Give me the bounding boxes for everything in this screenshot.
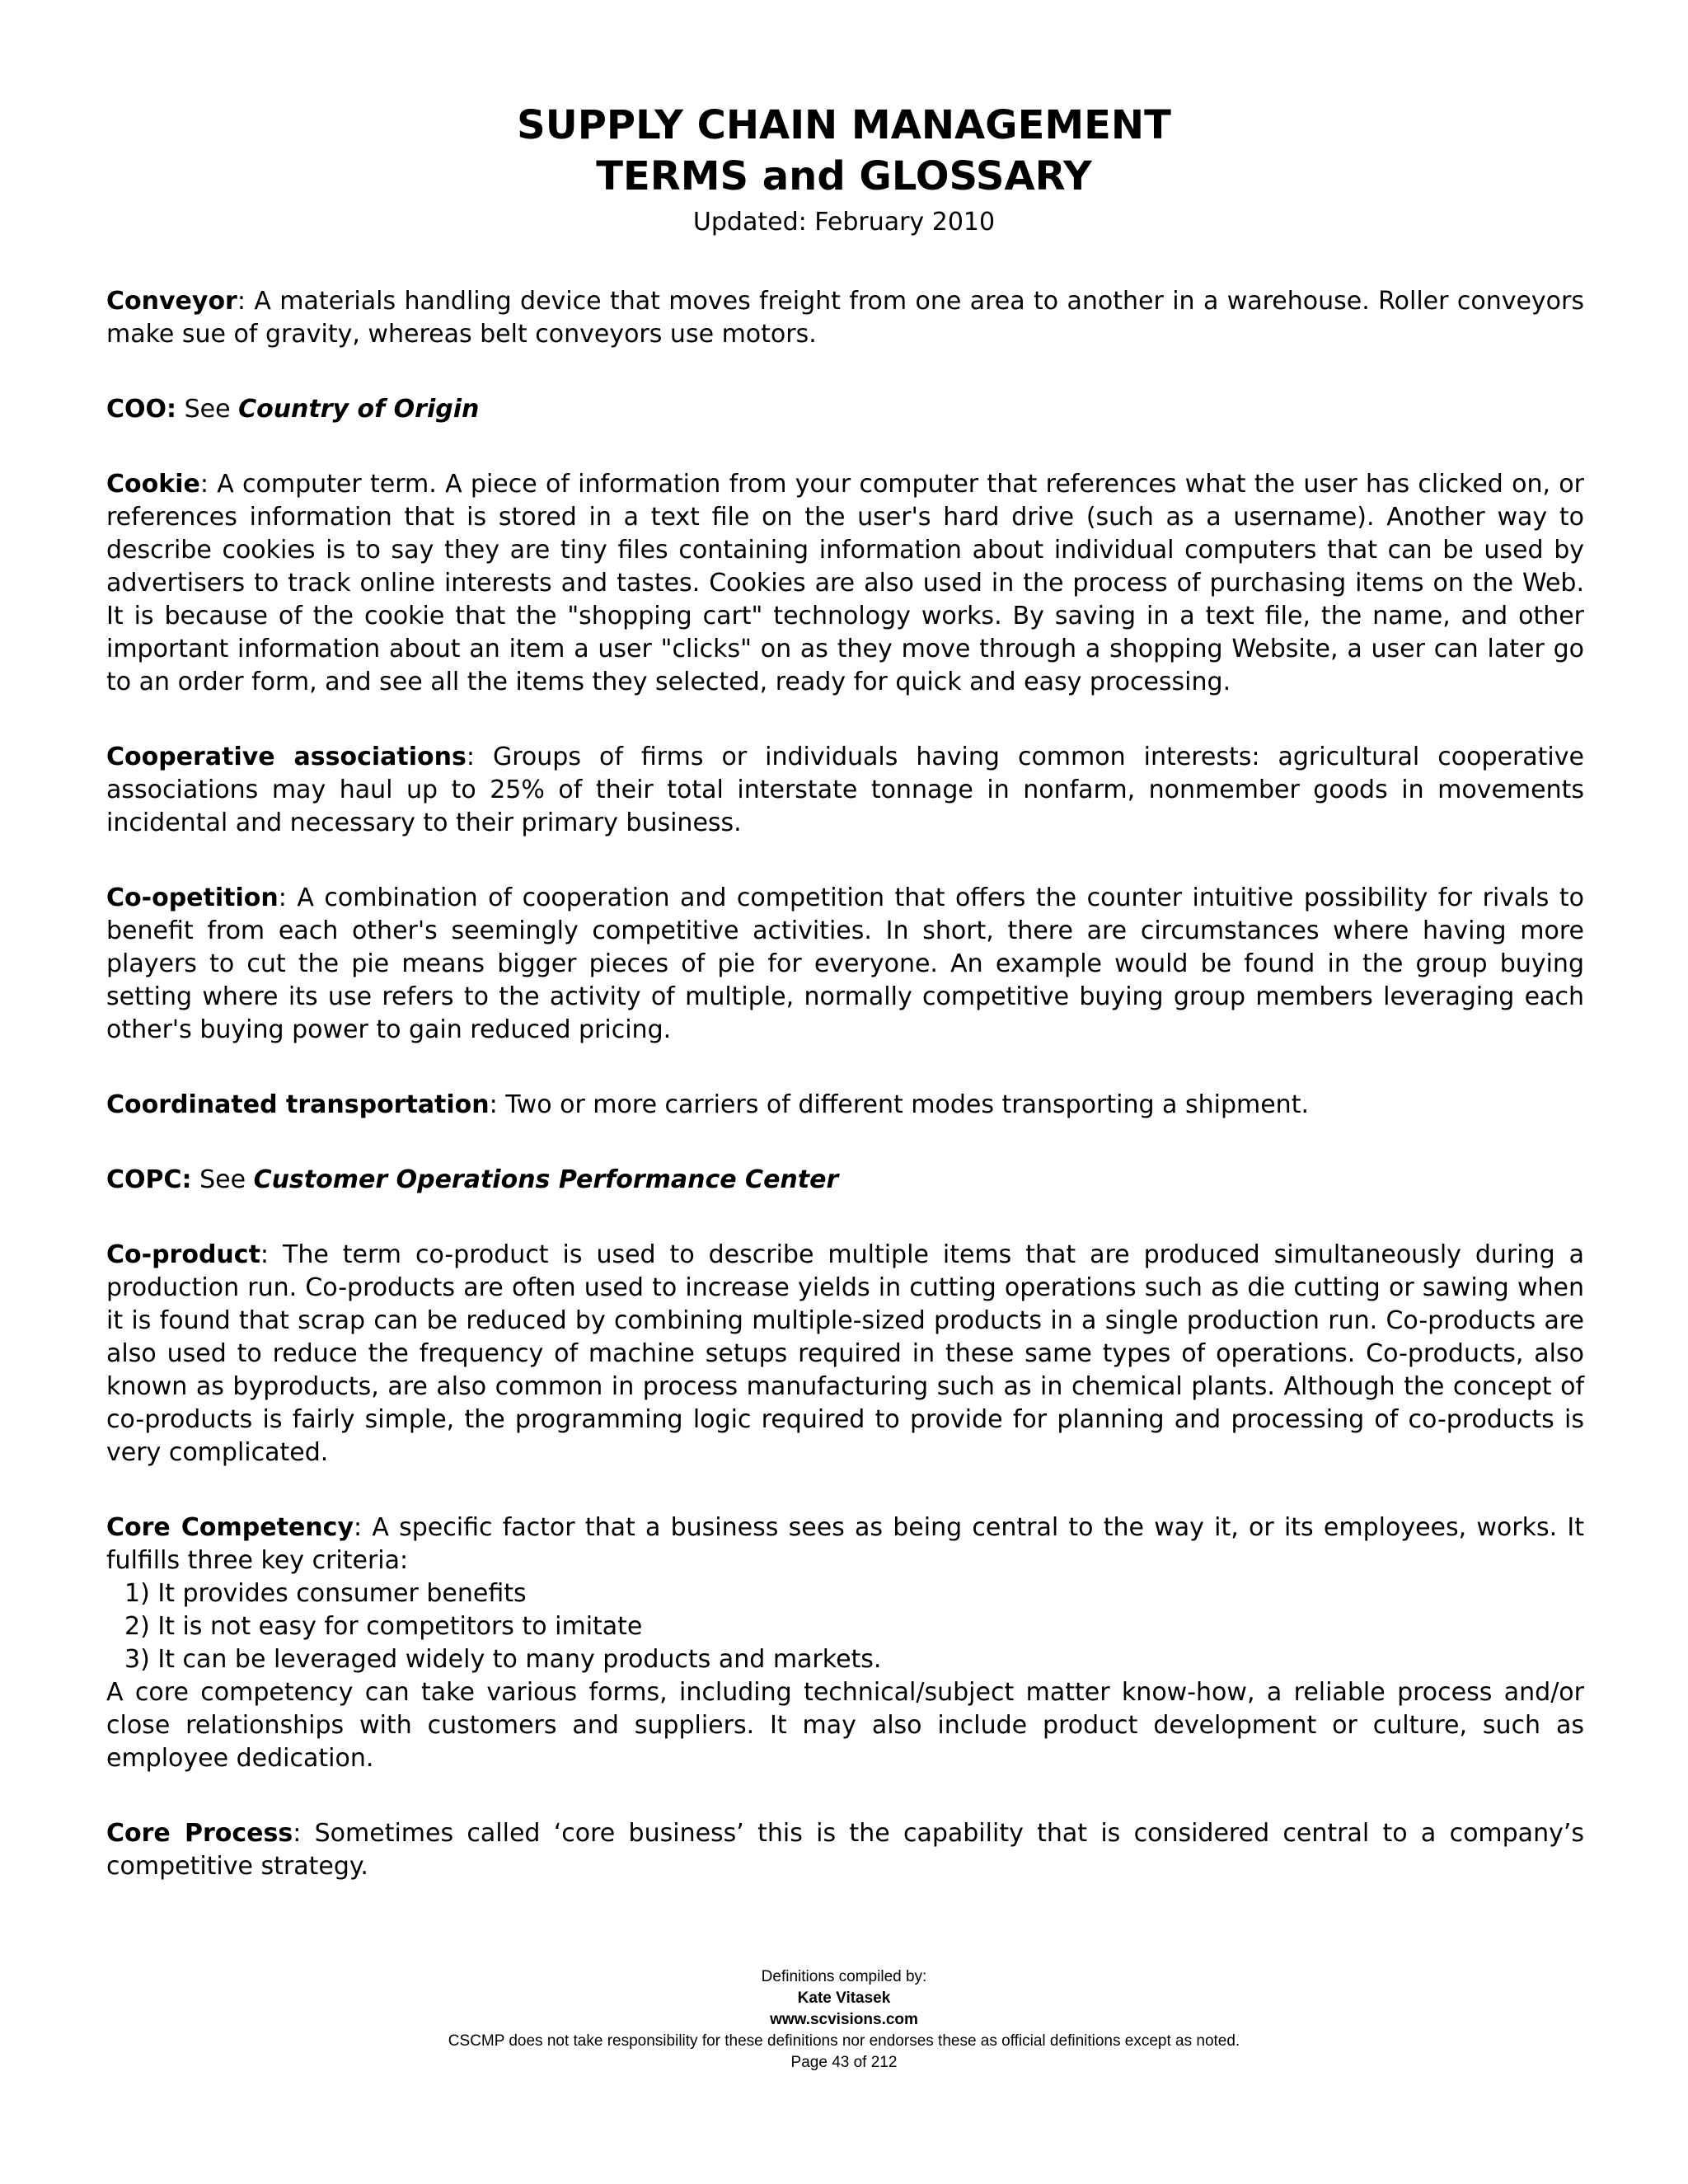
term-cookie: Cookie — [106, 470, 200, 499]
footer-page-number: Page 43 of 212 — [790, 2054, 898, 2071]
footer-website: www.scvisions.com — [770, 2011, 918, 2028]
footer-compiled-by: Definitions compiled by: — [761, 1968, 927, 1985]
term-co-product: Co-product — [106, 1240, 260, 1269]
term-copc: COPC: — [106, 1165, 192, 1194]
criteria-item: 2) It is not easy for competitors to imitate — [124, 1612, 643, 1641]
see-label-coo: See — [176, 395, 239, 424]
term-cooperative-associations: Cooperative associations — [106, 743, 467, 771]
definition-conveyor: : A materials handling device that moves freight from one area to another in a warehouse. Roller conveyors make sue of gravity, whereas belt conveyors use motors. — [106, 287, 1584, 349]
footer-disclaimer: CSCMP does not take responsibility for these definitions nor endorses these as official definitions except as noted. — [448, 2032, 1240, 2050]
page-title-line1: SUPPLY CHAIN MANAGEMENT — [517, 102, 1171, 148]
definition-co-product: : The term co-product is used to describe multiple items that are produced simultaneously during a production run. Co-products are often used to increase yields in cutting operations such as die cutting or sawing when it is found that scrap can be reduced by combining multiple-sized products in a single production run. Co-products are also used to reduce the frequency of machine setups required in these same types of operations. Co-products, also known as byproducts, are also common in process manufacturing such as in chemical plants. Although the concept of co-products is fairly simple, the programming logic required to provide for planning and processing of co-products is very complicated. — [106, 1240, 1584, 1467]
term-core-process: Core Process — [106, 1819, 293, 1848]
core-competency-closing: A core competency can take various forms, including technical/subject matter know-how, a reliable process and/or close relationships with customers and suppliers. It may also include product development or culture, such as employee dedication. — [106, 1678, 1584, 1773]
see-reference-coo: Country of Origin — [238, 395, 480, 424]
definition-cookie: : A computer term. A piece of information from your computer that references what the user has clicked on, or references information that is stored in a text file on the user's hard drive (such as a username). Another way to describe cookies is to say they are tiny files containing information about individual computers that can be used by advertisers to track online interests and tastes. Cookies are also used in the process of purchasing items on the Web. It is because of the cookie that the "shopping cart" technology works. By saving in a text file, the name, and other important information about an item a user "clicks" on as they move through a shopping Website, a user can later go to an order form, and see all the items they selected, ready for quick and easy processing. — [106, 470, 1584, 696]
entry-conveyor — [106, 285, 1584, 351]
core-competency-intro — [106, 1511, 1584, 1577]
term-coo: COO: — [106, 395, 177, 424]
definition-co-opetition: : A combination of cooperation and competition that offers the counter intuitive possibility for rivals to benefit from each other's seemingly competitive activities. In short, there are circumstances where having more players to cut the pie means bigger pieces of pie for everyone. An example would be found in the group buying setting where its use refers to the activity of multiple, normally competitive buying group members leveraging each other's buying power to gain reduced pricing. — [106, 883, 1584, 1044]
entry-core-process — [106, 1817, 1584, 1883]
page-footer — [0, 1966, 1688, 2074]
entry-cooperative-associations — [106, 741, 1584, 840]
entry-co-opetition — [106, 882, 1584, 1047]
entry-coo — [106, 393, 1584, 426]
criteria-item: 1) It provides consumer benefits — [124, 1579, 527, 1608]
definition-coordinated-transportation: : Two or more carriers of different modes transporting a shipment. — [489, 1090, 1309, 1119]
entry-cookie — [106, 468, 1584, 699]
see-reference-copc: Customer Operations Performance Center — [253, 1165, 839, 1194]
criteria-item: 3) It can be leveraged widely to many products and markets. — [124, 1645, 882, 1674]
definition-core-process: : Sometimes called ‘core business’ this is the capability that is considered central to a company’s competitive strategy. — [106, 1819, 1585, 1881]
term-core-competency: Core Competency — [106, 1513, 354, 1542]
entry-coordinated-transportation — [106, 1089, 1584, 1122]
footer-author: Kate Vitasek — [797, 1990, 891, 2007]
page-title-line2: TERMS and GLOSSARY — [596, 153, 1092, 199]
see-label-copc: See — [191, 1165, 254, 1194]
definition-cooperative-associations: : Groups of firms or individuals having common interests: agricultural cooperative associations may haul up to 25% of their total interstate tonnage in nonfarm, nonmember goods in movements incidental and necessary to their primary business. — [106, 743, 1584, 837]
entry-core-competency — [106, 1511, 1584, 1775]
term-coordinated-transportation: Coordinated transportation — [106, 1090, 490, 1119]
term-co-opetition: Co-opetition — [106, 883, 279, 912]
updated-date: Updated: February 2010 — [692, 208, 996, 237]
entry-co-product — [106, 1239, 1584, 1469]
glossary-body — [106, 285, 1584, 1925]
entry-copc — [106, 1164, 1584, 1197]
definition-core-competency: : A specific factor that a business sees as being central to the way it, or its employees, works. It fulfills three key criteria: — [106, 1513, 1585, 1575]
term-conveyor: Conveyor — [106, 287, 237, 316]
